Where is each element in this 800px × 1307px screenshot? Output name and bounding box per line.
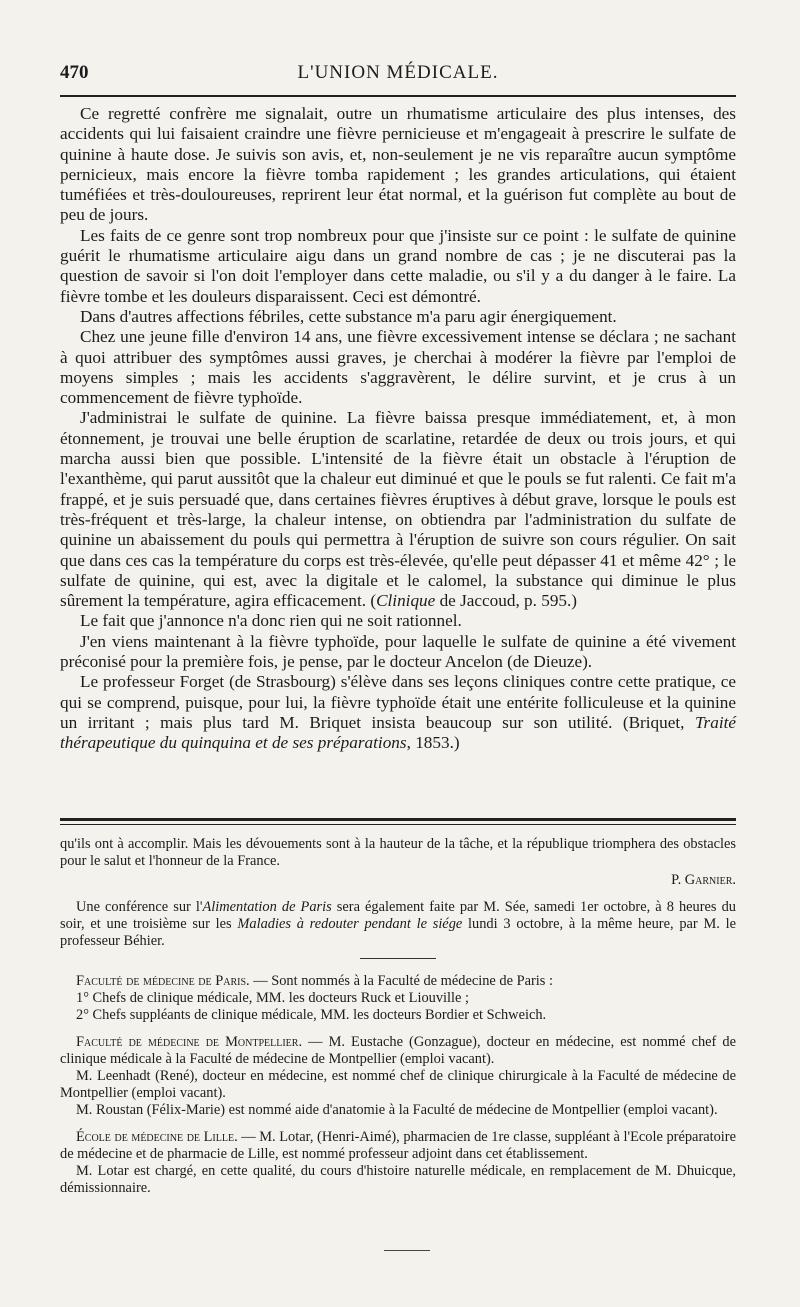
paragraph: Le fait que j'annonce n'a donc rien qui ne soit rationnel. — [80, 611, 462, 631]
section-title: Faculté de médecine de Montpellier. — [76, 1034, 303, 1050]
citation-work: Clinique — [376, 591, 436, 611]
news-text: Une conférence sur l' — [76, 899, 203, 915]
paragraph: Dans d'autres affections fébriles, cette substance m'a paru agir énergiquement. — [80, 306, 617, 326]
paragraph — [60, 672, 736, 753]
signature: P. Garnier. — [671, 872, 736, 888]
citation-rest: de Jaccoud, p. 595.) — [439, 591, 578, 611]
paragraph: J'en viens maintenant à la fièvre typhoïde, pour laquelle le sulfate de quinine a été vivement préconisé pour la première fois, je pense, par le docteur Ancelon (de Dieuze). — [60, 631, 736, 672]
bottom-divider — [384, 1250, 430, 1251]
news-paragraph: M. Leenhadt (René), docteur en médecine, est nommé chef de clinique chirurgicale à la Faculté de médecine de Montpellier (emploi vacant). — [60, 1068, 736, 1101]
short-divider — [360, 958, 436, 959]
news-paragraph: M. Lotar est chargé, en cette qualité, du cours d'histoire naturelle médicale, en remplacement de M. Dhuicque, démissionnaire. — [60, 1163, 736, 1196]
page-number: 470 — [60, 62, 89, 83]
journal-title: L'UNION MÉDICALE. — [297, 62, 499, 83]
news-column — [60, 836, 736, 1197]
paragraph: Les faits de ce genre sont trop nombreux pour que j'insiste sur ce point : le sulfate de quinine guérit le rhumatisme articulaire aigu dans un grand nombre de cas ; je ne discuterai pas la question de savoir si l'on doit l'employer dans cette maladie, ou s'il y a du danger à le faire. La fièvre tombe et les douleurs disparaissent. Ceci est démontré. — [60, 225, 736, 306]
paragraph-text: Le professeur Forget (de Strasbourg) s'élève dans ses leçons cliniques contre cette pratique, ce qui se comprend, puisque, pour lui, la fièvre typhoïde était une entérite folliculeuse et la quinine un irritant ; mais plus tard M. Briquet insista beaucoup sur son utilité. (Briquet, — [60, 672, 736, 732]
work-title: Maladies à redouter pendant le siége — [237, 916, 463, 932]
news-paragraph — [60, 973, 736, 990]
paragraph-text: J'administrai le sulfate de quinine. La fièvre baissa presque immédiatement, et, à mon étonnement, je trouvai une belle éruption de scarlatine, retardée de deux ou trois jours, et qui marcha aussi bien que possible. L'intensité de la fièvre était un obstacle à l'éruption de l'exanthème, qui parut aussitôt que la chaleur eut diminué et que le pouls se fut ralenti. Ce fait m'a frappé, et je suis persuadé que, dans certaines fièvres éruptives à début grave, lorsque le pouls est très-fréquent et très-large, la chaleur intense, on obtiendra par l'administration du sulfate de quinine un abaissement du pouls qui permettra à l'éruption de suivre son cours régulier. On sait que dans ces cas la température du corps est très-élevée, qu'elle peut dépasser 41 et même 42° ; le sulfate de quinine, qui est, avec la digitale et le calomel, la substance qui diminue le plus sûrement la température, agira efficacement. — [60, 408, 736, 611]
section-rule-thick — [60, 818, 736, 821]
paragraph: Ce regretté confrère me signalait, outre un rhumatisme articulaire des plus intenses, des accidents qui lui faisaient craindre une fièvre pernicieuse et m'engageait à prescrire le sulfate de quinine à haute dose. Je suivis son avis, et, non-seulement je ne vis reparaître aucun symptôme pernicieux, mais encore la fièvre tomba rapidement ; les grandes articulations, qui étaient tuméfiées et très-douloureuses, reprirent leur état normal, et la guérison fut complète au bout de peu de jours. — [60, 104, 736, 225]
news-paragraph — [60, 899, 736, 950]
header-rule — [60, 95, 736, 97]
news-paragraph: M. Roustan (Félix-Marie) est nommé aide d'anatomie à la Faculté de médecine de Montpellier (emploi vacant). — [76, 1102, 718, 1118]
news-paragraph — [60, 1034, 736, 1068]
news-text: sera également faite par M. Sée, samedi 1er octobre, à 8 heures du soir, et une troisième sur les — [60, 899, 736, 932]
main-article — [60, 104, 736, 754]
paragraph: J'administrai le sulfate de quinine. La fièvre baissa presque immédiatement, et, à mon étonnement, je trouvai une belle éruption de scarlatine, retardée de deux ou trois jours, et qui marcha aussi bien que possible. L'intensité de la fièvre était un obstacle à l'éruption de l'exanthème, qui parut aussitôt que la chaleur eut diminué et que le pouls se fut ralenti. Ce fait m'a frappé, et je suis persuadé que, dans certaines fièvres éruptives à début grave, lorsque le pouls est très-fréquent et très-large, la chaleur intense, on obtiendra par l'administration du sulfate de quinine un abaissement du pouls qui permettra à l'éruption de suivre son cours régulier. On sait que dans ces cas la température du corps est très-élevée, qu'elle peut dépasser 41 et même 42° ; le sulfate de quinine, qui est, avec la digitale et le calomel, la substance qui diminue le plus sûrement la température, agira efficacement. (Clinique de Jaccoud, p. 595.) — [60, 408, 736, 611]
news-paragraph — [60, 1129, 736, 1163]
news-paragraph: qu'ils ont à accomplir. Mais les dévouements sont à la hauteur de la tâche, et la république triomphera des obstacles pour le salut et l'honneur de la France. — [60, 836, 736, 869]
citation-rest: , 1853.) — [406, 733, 460, 753]
news-text: — M. Lotar, (Henri-Aimé), pharmacien de 1re classe, suppléant à l'Ecole préparatoire de médecine et de pharmacie de Lille, est nommé professeur adjoint dans cet établissement. — [60, 1129, 736, 1162]
citation-work: Traité thérapeutique du quinquina et de ses préparations — [60, 712, 737, 753]
section-title: Faculté de médecine de Paris. — [76, 973, 250, 989]
work-title: Alimentation de Paris — [202, 899, 332, 915]
news-text: — Sont nommés à la Faculté de médecine de Paris : — [249, 973, 553, 989]
news-paragraph: 1° Chefs de clinique médicale, MM. les docteurs Ruck et Liouville ; — [76, 990, 470, 1006]
page-header — [60, 62, 736, 88]
section-title: École de médecine de Lille. — [76, 1129, 238, 1145]
news-paragraph: 2° Chefs suppléants de clinique médicale, MM. les docteurs Bordier et Schweich. — [76, 1007, 547, 1023]
news-text: lundi 3 octobre, à la même heure, par M. le professeur Béhier. — [60, 916, 736, 949]
paragraph: Chez une jeune fille d'environ 14 ans, une fièvre excessivement intense se déclara ; ne sachant à quoi attribuer des symptômes aussi graves, je cherchai à modérer la fièvre par l'emploi de moyens simples ; mais les accidents s'aggravèrent, le délire survint, et je crus à un commencement de fièvre typhoïde. — [60, 327, 736, 408]
news-text: — M. Eustache (Gonzague), docteur en médecine, est nommé chef de clinique médicale à la Faculté de médecine de Montpellier (emploi vacant). — [60, 1034, 736, 1067]
section-rule-thin — [60, 824, 736, 825]
